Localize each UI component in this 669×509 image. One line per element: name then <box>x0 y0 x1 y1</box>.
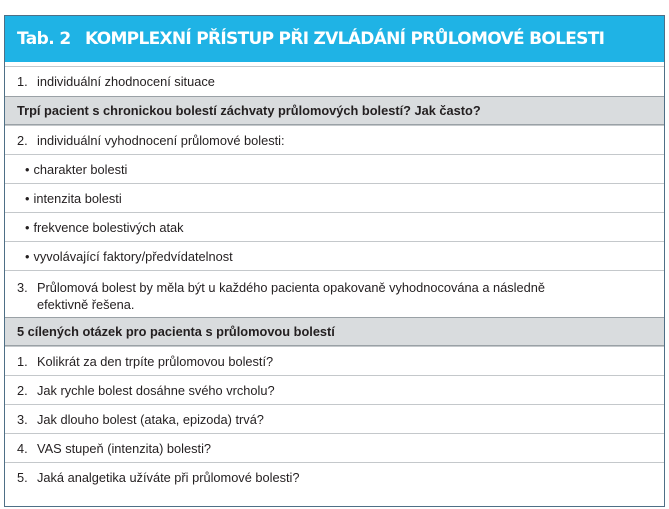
bullet-item <box>5 154 664 183</box>
question-number: 4. <box>17 440 28 456</box>
question-item <box>5 433 664 462</box>
bullet-dot: • <box>25 219 30 235</box>
bullet-dot: • <box>25 161 30 177</box>
question-item <box>5 375 664 404</box>
list-item <box>5 66 664 96</box>
question-number: 5. <box>17 469 28 485</box>
table-number: Tab. 2 <box>17 29 71 49</box>
bullet-text: intenzita bolesti <box>33 190 122 206</box>
item-text <box>37 279 545 313</box>
bullet-dot: • <box>25 248 30 264</box>
question-item <box>5 346 664 375</box>
section-heading-text: Trpí pacient s chronickou bolestí záchvaty průlomových bolestí? Jak často? <box>17 103 481 118</box>
list-item <box>5 125 664 154</box>
item-text: individuální vyhodnocení průlomové bolesti: <box>37 132 285 148</box>
bullet-item <box>5 212 664 241</box>
table-title: KOMPLEXNÍ PŘÍSTUP PŘI ZVLÁDÁNÍ PRŮLOMOVÉ BOLESTI <box>85 29 605 49</box>
question-item <box>5 462 664 491</box>
item-text-line: Průlomová bolest by měla být u každého pacienta opakovaně vyhodnocována a následně <box>37 280 545 295</box>
section-heading-text: 5 cílených otázek pro pacienta s průlomovou bolestí <box>17 324 335 339</box>
bullet-item <box>5 183 664 212</box>
item-number: 2. <box>17 132 28 148</box>
question-number: 1. <box>17 353 28 369</box>
item-number: 1. <box>17 74 28 89</box>
question-item <box>5 404 664 433</box>
question-text: VAS stupeň (intenzita) bolesti? <box>37 440 212 456</box>
item-text-line: efektivně řešena. <box>37 297 135 312</box>
table-card <box>4 15 665 507</box>
bullet-item <box>5 241 664 270</box>
question-text: Kolikrát za den trpíte průlomovou bolestí? <box>37 353 274 369</box>
question-number: 2. <box>17 382 28 398</box>
item-text: individuální zhodnocení situace <box>37 74 215 89</box>
bullet-text: vyvolávající faktory/předvídatelnost <box>33 248 233 264</box>
bullet-text: frekvence bolestivých atak <box>33 219 184 235</box>
item-number: 3. <box>17 280 28 295</box>
question-text: Jak rychle bolest dosáhne svého vrcholu? <box>37 382 275 398</box>
section-heading <box>5 317 664 346</box>
question-text: Jak dlouho bolest (ataka, epizoda) trvá? <box>37 411 264 427</box>
table-header <box>5 16 664 62</box>
question-text: Jaká analgetika užíváte při průlomové bolesti? <box>37 469 300 485</box>
section-heading <box>5 96 664 125</box>
list-item <box>5 270 664 317</box>
bullet-dot: • <box>25 190 30 206</box>
bullet-text: charakter bolesti <box>33 161 128 177</box>
question-number: 3. <box>17 411 28 427</box>
